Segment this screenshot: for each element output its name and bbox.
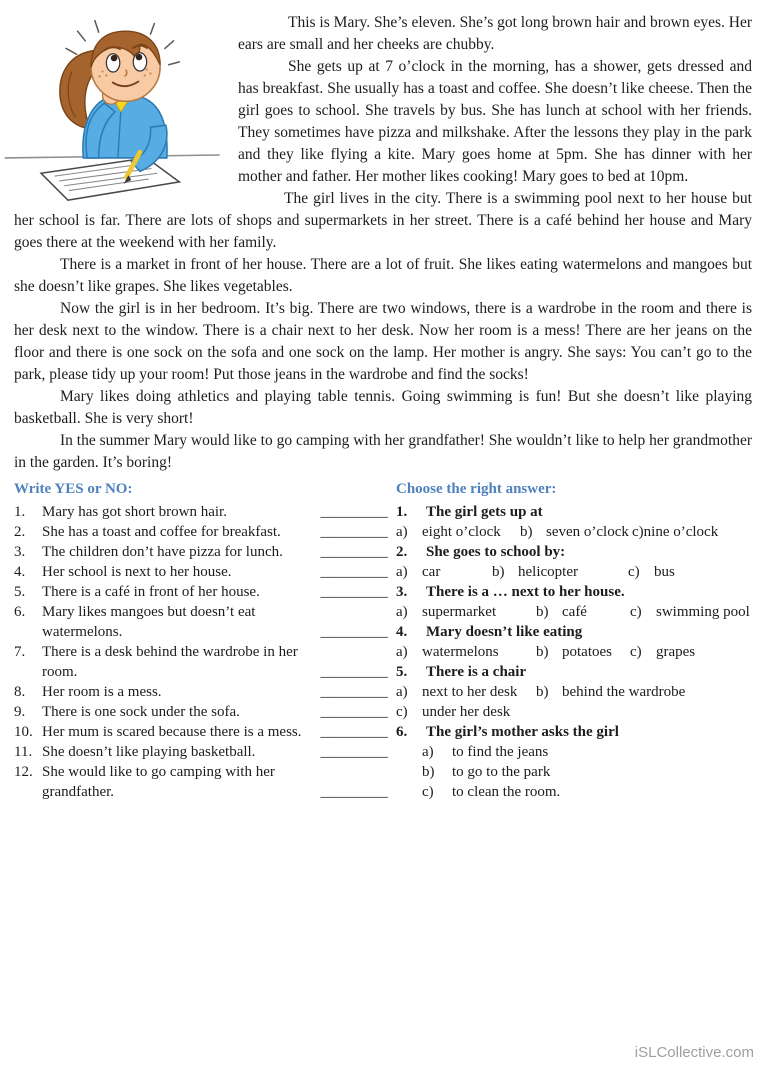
option-letter: a) — [396, 604, 408, 620]
question-number: 3. — [396, 584, 408, 600]
item-number: 7. — [14, 644, 26, 660]
option-letter: a) — [396, 644, 408, 660]
yes-no-item — [14, 602, 388, 642]
option-letter: c) — [422, 784, 434, 800]
choice-question — [396, 542, 752, 582]
answer-blank: _________ — [320, 584, 388, 600]
item-number: 4. — [14, 564, 26, 580]
item-text: She has a toast and coffee for breakfast. — [42, 524, 281, 540]
yes-no-heading: Write YES or NO: — [14, 481, 133, 497]
option-letter: a) — [396, 684, 408, 700]
answer-blank: _________ — [320, 524, 388, 540]
item-text: Her room is a mess. — [42, 684, 162, 700]
item-text: She doesn’t like playing basketball. — [42, 744, 256, 760]
option-text: café — [562, 604, 587, 620]
item-text: Mary likes mangoes but doesn’t eat watermelons. — [42, 604, 256, 640]
yes-no-item — [14, 682, 388, 702]
option-text: to go to the park — [452, 764, 551, 780]
yes-no-item — [14, 542, 388, 562]
answer-blank: _________ — [320, 784, 388, 800]
choice-option — [632, 522, 718, 542]
answer-blank: _________ — [320, 504, 388, 520]
option-text: watermelons — [422, 644, 499, 660]
thinking-girl-illustration — [0, 12, 230, 204]
option-text: eight o’clock — [422, 524, 501, 540]
option-letter: c) — [632, 524, 644, 540]
option-text: car — [422, 564, 441, 580]
story-paragraph: In the summer Mary would like to go camping with her grandfather! She wouldn’t like to help her grandmother in the garden. It’s boring! — [14, 432, 752, 471]
choice-option — [536, 682, 685, 702]
yes-no-exercise — [14, 479, 396, 802]
story-paragraph: This is Mary. She’s eleven. She’s got long brown hair and brown eyes. Her ears are small and her cheeks are chubby. — [238, 14, 752, 53]
item-number: 10. — [14, 724, 33, 740]
story-paragraph: Now the girl is in her bedroom. It’s big. There are two windows, there is a wardrobe in the room and there is her desk next to the window. There is a chair next to her desk. Now her room is a mess! There are her jeans on the floor and there is one sock on the sofa and one sock on the lamp. Her mother is angry. She says: You can’t go to the park, please tidy up your room! Put those jeans in the wardrobe and find the socks! — [14, 300, 752, 383]
choice-option — [520, 522, 632, 542]
option-letter: a) — [396, 564, 408, 580]
yes-no-item — [14, 582, 388, 602]
multiple-choice-exercise — [396, 479, 752, 802]
story-paragraph: Mary likes doing athletics and playing table tennis. Going swimming is fun! But she doesn’t like playing basketball. She is very short! — [14, 388, 752, 427]
choice-option — [396, 522, 520, 542]
answer-blank: _________ — [320, 664, 388, 680]
item-text: The children don’t have pizza for lunch. — [42, 544, 283, 560]
choice-option — [628, 562, 675, 582]
question-title: There is a … next to her house. — [426, 584, 625, 600]
answer-blank: _________ — [320, 624, 388, 640]
question-title: The girl’s mother asks the girl — [426, 724, 619, 740]
yes-no-item — [14, 762, 388, 802]
choose-heading: Choose the right answer: — [396, 481, 557, 497]
item-text: There is one sock under the sofa. — [42, 704, 240, 720]
option-text: to clean the room. — [452, 784, 561, 800]
question-number: 5. — [396, 664, 408, 680]
choice-option — [422, 742, 752, 762]
item-number: 2. — [14, 524, 26, 540]
choice-option — [396, 682, 536, 702]
islcollective-watermark: iSLCollective.com — [634, 1044, 754, 1061]
question-number: 2. — [396, 544, 408, 560]
item-number: 11. — [14, 744, 33, 760]
question-title: There is a chair — [426, 664, 527, 680]
item-number: 8. — [14, 684, 26, 700]
story-paragraph: There is a market in front of her house. There are a lot of fruit. She likes eating watermelons and mangoes but she doesn’t like grapes. She likes vegetables. — [14, 256, 752, 295]
option-text: under her desk — [422, 704, 511, 720]
option-letter: b) — [536, 644, 549, 660]
option-text: to find the jeans — [452, 744, 549, 760]
question-title: Mary doesn’t like eating — [426, 624, 583, 640]
option-text: supermarket — [422, 604, 497, 620]
answer-blank: _________ — [320, 704, 388, 720]
option-letter: c) — [630, 644, 642, 660]
option-letter: b) — [536, 604, 549, 620]
choice-option — [396, 702, 752, 722]
option-text: potatoes — [562, 644, 612, 660]
yes-no-item — [14, 642, 388, 682]
choice-option — [396, 562, 492, 582]
answer-blank: _________ — [320, 744, 388, 760]
item-text: There is a desk behind the wardrobe in her room. — [42, 644, 298, 680]
exercise-section — [14, 479, 752, 802]
option-letter: c) — [396, 704, 408, 720]
choice-question — [396, 622, 752, 662]
item-text: There is a café in front of her house. — [42, 584, 260, 600]
option-letter: b) — [422, 764, 435, 780]
story-paragraph: The girl lives in the city. There is a swimming pool next to her house but her school is far. There are lots of shops and supermarkets in her street. There is a café behind her house and Mary goes there at the weekend with her family. — [14, 190, 752, 251]
yes-no-item — [14, 522, 388, 542]
option-letter: b) — [536, 684, 549, 700]
item-number: 5. — [14, 584, 26, 600]
answer-blank: _________ — [320, 684, 388, 700]
option-text: seven o’clock — [546, 524, 629, 540]
answer-blank: _________ — [320, 724, 388, 740]
choice-option — [422, 782, 752, 802]
answer-blank: _________ — [320, 564, 388, 580]
choice-question — [396, 582, 752, 622]
choice-question — [396, 722, 752, 802]
choice-option — [492, 562, 628, 582]
option-text: helicopter — [518, 564, 578, 580]
item-number: 6. — [14, 604, 26, 620]
option-text: next to her desk — [422, 684, 518, 700]
choice-option — [536, 642, 630, 662]
option-text: bus — [654, 564, 675, 580]
item-text: Her school is next to her house. — [42, 564, 232, 580]
option-letter: b) — [492, 564, 505, 580]
item-number: 3. — [14, 544, 26, 560]
choice-option — [630, 602, 750, 622]
answer-blank: _________ — [320, 544, 388, 560]
choice-option — [536, 602, 630, 622]
yes-no-item — [14, 502, 388, 522]
yes-no-item — [14, 562, 388, 582]
option-letter: c) — [628, 564, 640, 580]
option-text: grapes — [656, 644, 696, 660]
question-number: 6. — [396, 724, 408, 740]
question-number: 4. — [396, 624, 408, 640]
choice-option — [422, 762, 752, 782]
option-letter: c) — [630, 604, 642, 620]
yes-no-item — [14, 722, 388, 742]
option-text: swimming pool — [656, 604, 750, 620]
choice-option — [396, 642, 536, 662]
option-letter: b) — [520, 524, 533, 540]
item-text: She would like to go camping with her grandfather. — [42, 764, 275, 800]
question-title: She goes to school by: — [426, 544, 566, 560]
choice-option — [396, 602, 536, 622]
yes-no-item — [14, 702, 388, 722]
yes-no-item — [14, 742, 388, 762]
option-text: behind the wardrobe — [562, 684, 686, 700]
story-paragraph: She gets up at 7 o’clock in the morning, has a shower, gets dressed and has breakfast. She usually has a toast and coffee. She doesn’t like cheese. Then the girl goes to school. She travels by bus. She has lunch at school with her friends. They sometimes have pizza and milkshake. After the lessons they play in the park and they like flying a kite. Mary goes home at 5pm. She has dinner with her mother and father. Her mother likes cooking! Mary goes to bed at 10pm. — [238, 58, 752, 185]
option-letter: a) — [422, 744, 434, 760]
item-text: Mary has got short brown hair. — [42, 504, 227, 520]
question-number: 1. — [396, 504, 408, 520]
question-title: The girl gets up at — [426, 504, 543, 520]
choice-option — [630, 642, 695, 662]
choice-question — [396, 502, 752, 542]
option-letter: a) — [396, 524, 408, 540]
item-number: 9. — [14, 704, 26, 720]
item-number: 1. — [14, 504, 26, 520]
thinking-girl-drawing — [0, 12, 230, 204]
item-number: 12. — [14, 764, 33, 780]
option-text: nine o’clock — [643, 524, 719, 540]
choice-question — [396, 662, 752, 722]
item-text: Her mum is scared because there is a mess. — [42, 724, 302, 740]
